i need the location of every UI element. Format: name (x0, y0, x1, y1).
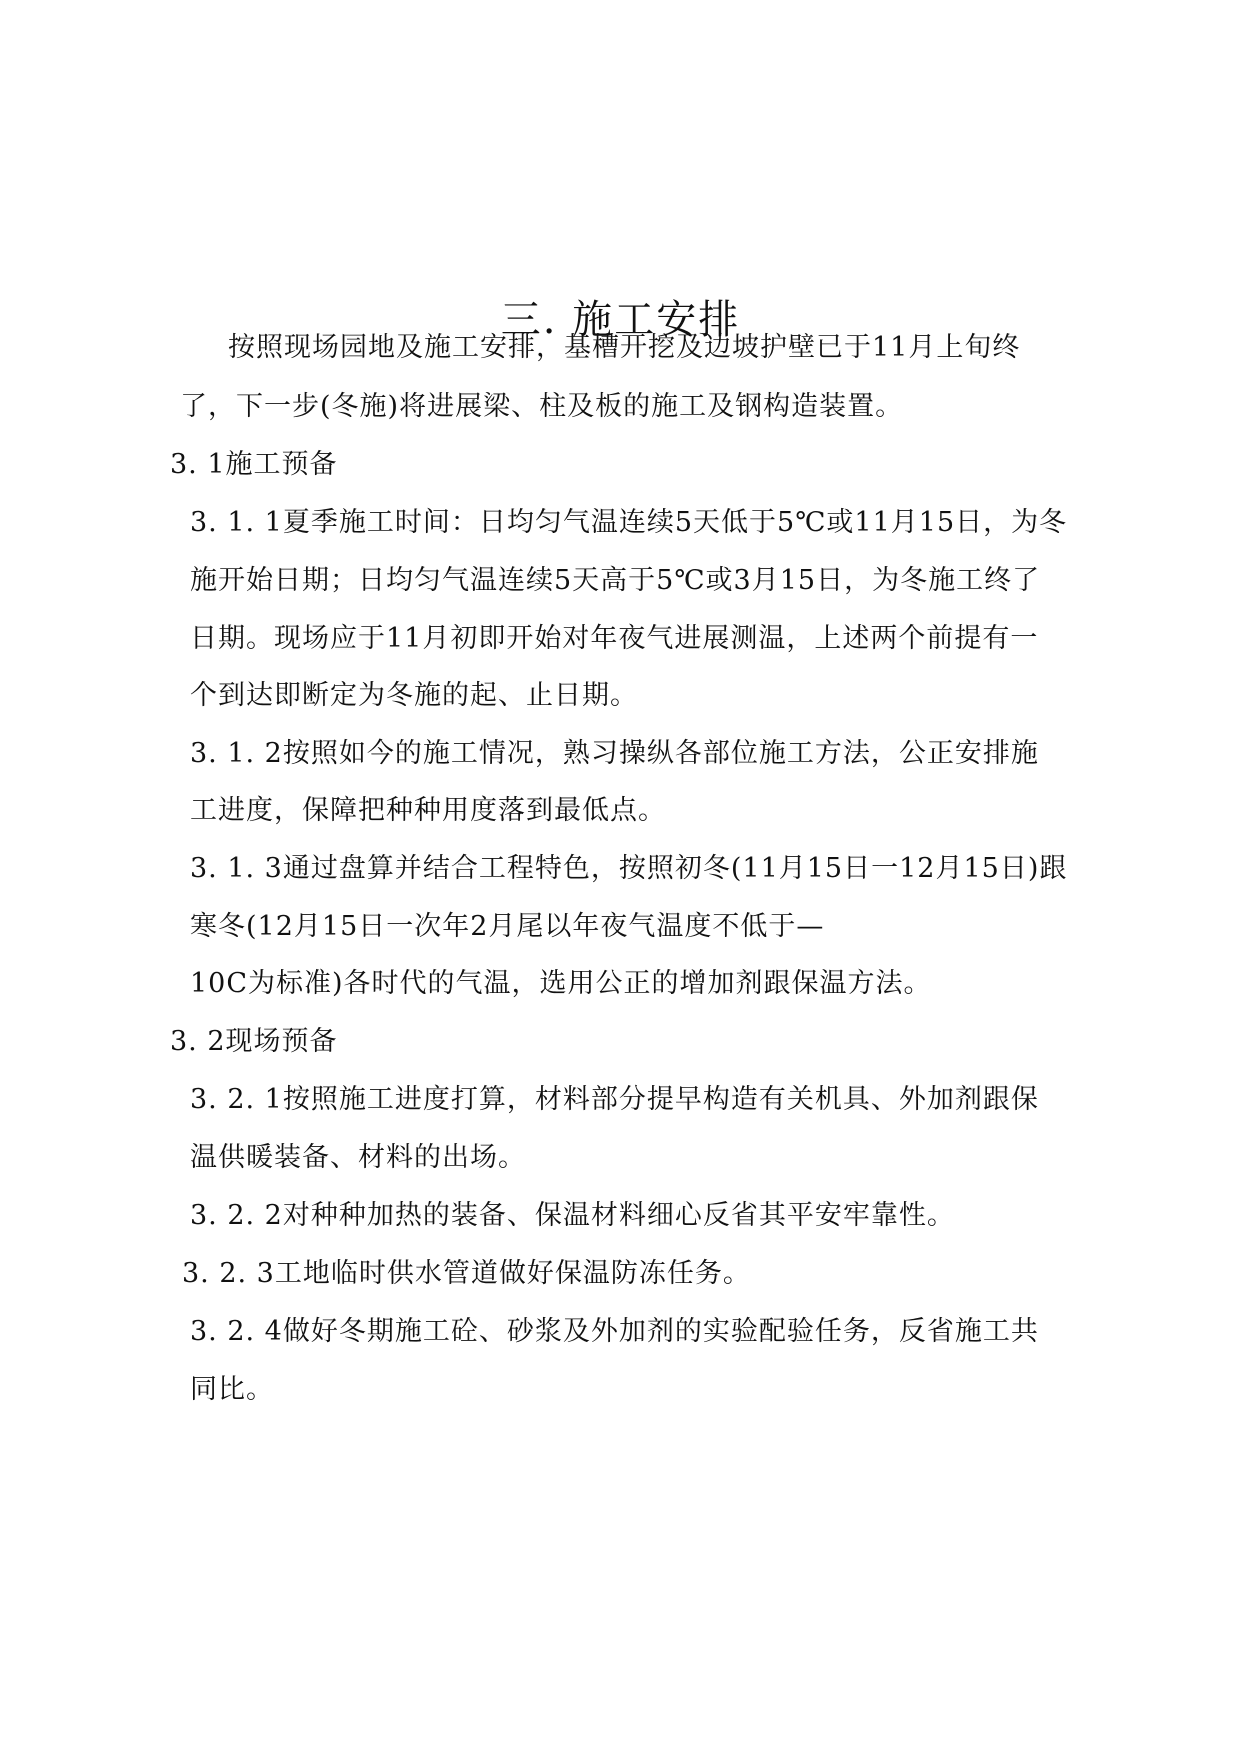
item-3-1-1-line-2: 施开始日期；日均匀气温连续5天高于5℃或3月15日，为冬施工终了 (190, 565, 1041, 596)
item-3-2-1-line-2: 温供暖装备、材料的出场。 (190, 1142, 526, 1173)
item-3-2-4-line-1: 3. 2. 4做好冬期施工砼、砂浆及外加剂的实验配验任务，反省施工共 (190, 1316, 1039, 1347)
item-3-2-2-line-1: 3. 2. 2对种种加热的装备、保温材料细心反省其平安牢靠性。 (190, 1200, 955, 1231)
intro-line-1: 按照现场园地及施工安排，基槽开挖及边坡护壁已于11月上旬终 (228, 332, 1021, 363)
item-3-2-1-line-1: 3. 2. 1按照施工进度打算，材料部分提早构造有关机具、外加剂跟保 (190, 1084, 1039, 1115)
item-3-1-2-line-1: 3. 1. 2按照如今的施工情况，熟习操纵各部位施工方法，公正安排施 (190, 738, 1039, 769)
item-3-1-3-line-1: 3. 1. 3通过盘算并结合工程特色，按照初冬(11月15日一12月15日)跟 (190, 853, 1068, 884)
item-3-1-1-line-3: 日期。现场应于11月初即开始对年夜气进展测温，上述两个前提有一 (190, 623, 1039, 654)
item-3-1-1-line-1: 3. 1. 1夏季施工时间：日均匀气温连续5天低于5℃或11月15日，为冬 (190, 507, 1068, 538)
page-title: 三. 施工安排 (500, 297, 741, 343)
item-3-1-3-line-2: 寒冬(12月15日一次年2月尾以年夜气温度不低于— (190, 911, 825, 942)
item-3-1-3-line-3: 10C为标准)各时代的气温，选用公正的增加剂跟保温方法。 (190, 968, 932, 999)
item-3-1-2-line-2: 工进度，保障把种种用度落到最低点。 (190, 795, 666, 826)
section-3-2-heading: 3. 2现场预备 (170, 1026, 338, 1057)
section-3-1-heading: 3. 1施工预备 (170, 449, 338, 480)
item-3-1-1-line-4: 个到达即断定为冬施的起、止日期。 (190, 680, 638, 711)
item-3-2-4-line-2: 同比。 (190, 1374, 274, 1405)
intro-line-2: 了，下一步(冬施)将进展梁、柱及板的施工及钢构造装置。 (180, 391, 904, 422)
item-3-2-3-line-1: 3. 2. 3工地临时供水管道做好保温防冻任务。 (182, 1258, 751, 1289)
